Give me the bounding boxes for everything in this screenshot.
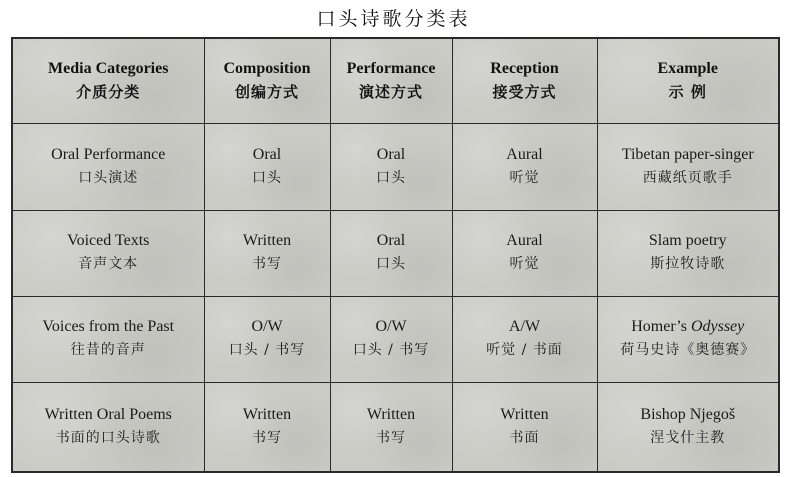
cell-text-zh: 书面 [509,429,540,446]
cell-reception [452,210,597,296]
cell-text-zh: 口头 [252,169,282,186]
cell-performance [330,296,452,382]
cell-text-en: A/W [508,318,541,335]
cell-performance [330,123,452,210]
header-label-en: Reception [490,59,559,77]
header-reception [452,39,597,123]
cell-performance [330,382,452,471]
table-row [13,296,778,382]
header-label-zh: 接受方式 [492,82,557,101]
cell-text-zh: 书写 [252,256,282,272]
oral-poetry-table-frame [11,37,780,473]
cell-text-en: Oral [252,145,282,163]
header-label-en: Example [657,59,718,77]
example-title-prefix: Homer’s [631,318,691,335]
cell-text-en [602,316,775,338]
header-row [13,39,778,123]
header-label-zh: 创编方式 [234,82,299,101]
cell-composition [204,123,330,210]
cell-text-en: Slam poetry [648,232,727,249]
cell-performance [330,210,452,296]
cell-text-en: Written [366,405,416,423]
cell-example [597,296,778,382]
cell-text-zh: 听觉 [509,169,540,186]
header-label-zh: 演述方式 [358,82,423,101]
table-row [13,210,778,296]
header-example [597,39,778,123]
cell-text-zh: 荷马史诗《奥德赛》 [620,342,756,358]
cell-text-zh: 口头 [376,256,406,272]
cell-text-en: Aural [506,145,543,163]
cell-text-en: O/W [375,318,407,335]
table-row [13,123,778,210]
cell-reception [452,296,597,382]
cell-example [597,123,778,210]
cell-text-zh: 口头 / 书写 [352,342,430,358]
cell-text-en: Oral Performance [51,145,166,163]
cell-text-zh: 口头 [376,169,406,186]
cell-example [597,210,778,296]
cell-text-en: Written Oral Poems [44,405,172,423]
header-label-en: Media Categories [48,59,169,77]
cell-category [13,382,204,471]
cell-text-en: Aural [506,232,543,249]
cell-composition [204,382,330,471]
header-label-zh: 示 例 [668,82,707,101]
cell-text-en: Oral [376,145,406,163]
cell-text-en: Bishop Njegoš [640,405,736,423]
table-row [13,382,778,471]
cell-text-zh: 书写 [376,429,406,446]
cell-text-en: O/W [251,318,283,335]
cell-composition [204,296,330,382]
cell-text-zh: 听觉 [509,256,540,272]
cell-text-en: Voices from the Past [42,318,175,335]
cell-composition [204,210,330,296]
cell-text-zh: 书面的口头诗歌 [55,429,161,446]
cell-category [13,123,204,210]
header-composition [204,39,330,123]
cell-text-en: Written [242,232,292,249]
table-title: 口头诗歌分类表 [316,8,471,30]
header-label-en: Performance [346,59,436,77]
header-label-en: Composition [223,59,311,77]
cell-text-en: Oral [376,232,406,249]
header-media-categories [13,39,204,123]
cell-text-zh: 斯拉牧诗歌 [650,256,726,272]
cell-text-zh: 西藏纸页歌手 [642,169,733,186]
cell-reception [452,382,597,471]
cell-text-zh: 音声文本 [78,256,139,272]
cell-text-en: Written [500,405,549,423]
cell-category [13,296,204,382]
cell-text-zh: 口头演述 [78,169,139,186]
cell-category [13,210,204,296]
cell-text-zh: 涅戈什主教 [650,429,726,446]
cell-text-en: Written [242,405,292,423]
cell-text-zh: 听觉 / 书面 [486,342,563,358]
cell-text-zh: 往昔的音声 [70,342,146,358]
example-title-italic: Odyssey [690,318,745,335]
cell-text-en: Tibetan paper-singer [621,145,754,163]
oral-poetry-classification-table [13,39,778,471]
header-performance [330,39,452,123]
header-label-zh: 介质分类 [76,82,141,101]
cell-reception [452,123,597,210]
cell-text-zh: 口头 / 书写 [228,342,306,358]
cell-text-en: Voiced Texts [67,232,150,249]
cell-example [597,382,778,471]
cell-text-zh: 书写 [252,429,282,446]
